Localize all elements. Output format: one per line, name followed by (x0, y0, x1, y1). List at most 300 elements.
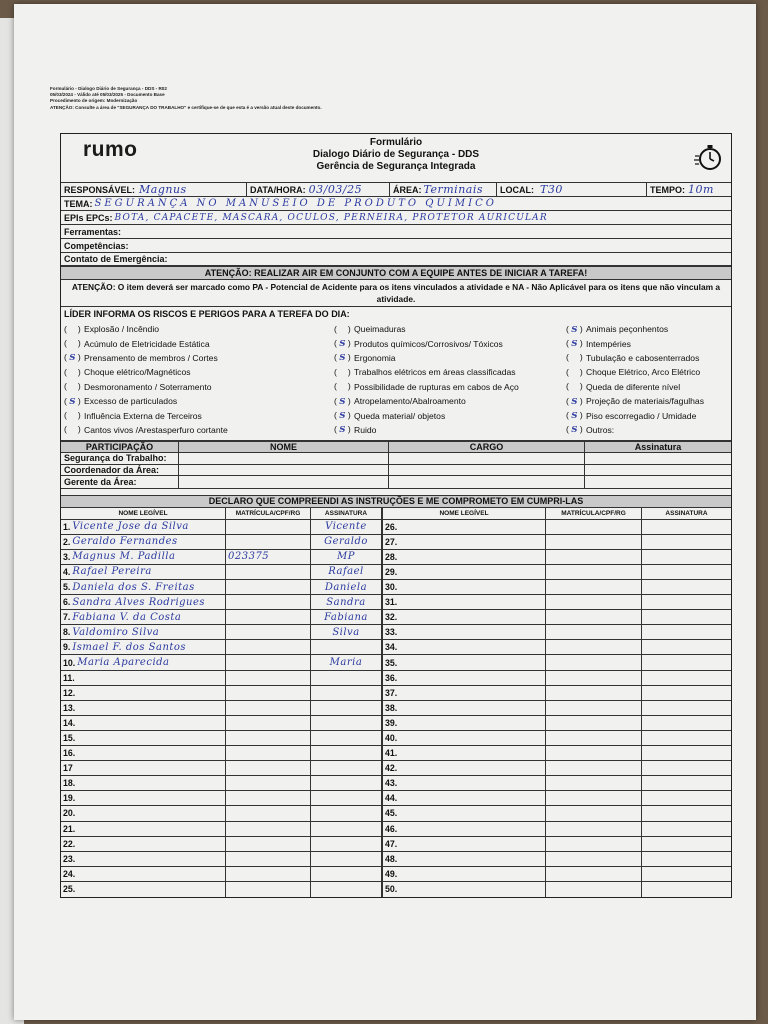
local-field[interactable] (497, 183, 647, 196)
signature-name-field[interactable] (61, 716, 226, 730)
signature-assinatura-field[interactable] (642, 701, 731, 715)
row-number: 23. (63, 853, 76, 864)
row-number: 50. (385, 884, 398, 895)
signature-name-field[interactable] (61, 837, 226, 851)
document-meta (50, 86, 322, 111)
signature-matricula-field[interactable] (226, 580, 311, 594)
signature-name-field[interactable] (383, 701, 546, 715)
risk-checkbox[interactable]: ( ) (566, 352, 583, 363)
risk-mark: S (571, 425, 578, 436)
risk-label: Choque Elétrico, Arco Elétrico (586, 367, 701, 378)
signature-row (61, 791, 381, 806)
signature-matricula-field[interactable] (226, 806, 311, 820)
air-attention-text: ATENÇÃO: REALIZAR AIR EM CONJUNTO COM A EQUIPE ANTES DE INICIAR A TAREFA! (204, 268, 588, 278)
row-number: 43. (385, 778, 398, 789)
signature-row (383, 671, 731, 686)
signature-assinatura-field[interactable] (311, 852, 381, 866)
signature-assinatura-field[interactable] (642, 761, 731, 775)
participation-row (61, 465, 731, 477)
risk-checkbox[interactable]: ( ) (64, 381, 81, 392)
risk-checkbox[interactable]: ( ) (64, 338, 81, 349)
signature-name-field[interactable] (61, 520, 226, 534)
col-assinatura-left: ASSINATURA (324, 509, 368, 517)
signature-name-field[interactable] (383, 550, 546, 564)
row-number: 42. (385, 763, 398, 774)
risk-item[interactable] (566, 365, 728, 379)
signature-matricula-field[interactable] (546, 671, 642, 685)
signature-name-field[interactable] (383, 535, 546, 549)
signature-name-field[interactable] (61, 595, 226, 609)
signature-matricula-field[interactable] (546, 701, 642, 715)
signature-name-field[interactable] (383, 776, 546, 790)
signature-name-field[interactable] (383, 640, 546, 654)
signature-matricula-field[interactable] (226, 640, 311, 654)
risk-item[interactable] (334, 351, 566, 365)
row-number: 32. (385, 612, 398, 623)
signature-name-field[interactable] (61, 671, 226, 685)
signature-name-field[interactable] (383, 520, 546, 534)
risk-checkbox[interactable]: ( ) (334, 323, 351, 334)
risk-mark: S (339, 411, 346, 422)
row-number: 31. (385, 597, 398, 608)
signature-name-field[interactable] (61, 565, 226, 579)
signature-header-left (61, 508, 381, 520)
signature-assinatura-field[interactable] (642, 731, 731, 745)
signature-name-field[interactable] (383, 686, 546, 700)
signature-assinatura-field[interactable] (642, 716, 731, 730)
risk-mark: S (339, 353, 346, 364)
signature-assinatura-field[interactable] (311, 640, 381, 654)
signature-matricula-field[interactable] (546, 520, 642, 534)
signature-matricula-field[interactable] (226, 822, 311, 836)
signature-name-field[interactable] (383, 655, 546, 669)
risk-checkbox[interactable]: ( S ) (64, 352, 81, 364)
risk-checkbox[interactable]: ( S ) (334, 395, 351, 407)
signature-matricula-field[interactable] (546, 806, 642, 820)
signature-assinatura-field[interactable] (311, 686, 381, 700)
risk-checkbox[interactable]: ( ) (334, 366, 351, 377)
row-number: 45. (385, 808, 398, 819)
row-number: 8. (63, 627, 71, 638)
signature-row (61, 640, 381, 655)
risk-checkbox[interactable]: ( S ) (566, 424, 583, 436)
rumo-logo: rumo (83, 138, 138, 161)
risk-item[interactable] (64, 423, 334, 437)
signature-name-field[interactable] (61, 701, 226, 715)
row-number: 29. (385, 566, 398, 577)
risk-item[interactable] (566, 423, 728, 437)
signature-row (383, 625, 731, 640)
title-line: Formulário (369, 137, 423, 148)
risk-item[interactable] (64, 336, 334, 350)
signature-name-field[interactable] (383, 746, 546, 760)
signature-row (383, 640, 731, 655)
signature-assinatura-field[interactable] (311, 791, 381, 805)
signature-name-field[interactable] (383, 580, 546, 594)
signature-assinatura-field[interactable] (642, 806, 731, 820)
participation-nome-field[interactable] (179, 476, 389, 488)
signature-assinatura-field[interactable] (642, 837, 731, 851)
signature-matricula-field[interactable] (226, 867, 311, 881)
tema-field[interactable] (61, 197, 731, 210)
signature-assinatura-field[interactable] (642, 655, 731, 669)
signature-assinatura-field[interactable] (311, 671, 381, 685)
signature-assinatura-field[interactable]: Geraldo (324, 536, 368, 548)
signature-assinatura-field[interactable] (642, 791, 731, 805)
signature-row (383, 731, 731, 746)
row-number: 4. (63, 566, 71, 577)
risk-checkbox[interactable]: ( S ) (566, 323, 583, 335)
signature-name-field[interactable] (61, 640, 226, 654)
signature-assinatura-field[interactable] (311, 882, 381, 897)
signature-matricula-field[interactable] (546, 852, 642, 866)
signature-row (61, 837, 381, 852)
signature-matricula-field[interactable] (546, 550, 642, 564)
signature-matricula-field[interactable] (226, 776, 311, 790)
risk-label: Atropelamento/Abalroamento (354, 396, 466, 407)
declaration-title: DECLARO QUE COMPREENDI AS INSTRUÇÕES E ME COMPROMETO EM CUMPRI-LAS (208, 496, 584, 507)
signature-matricula-field[interactable] (546, 837, 642, 851)
risk-item[interactable] (566, 408, 728, 422)
title-line: Gerência de Segurança Integrada (316, 161, 476, 172)
ferramentas-field[interactable]: Ferramentas: (64, 226, 122, 237)
signature-matricula-field[interactable] (546, 595, 642, 609)
signature-name-field[interactable] (61, 882, 226, 897)
risk-checkbox[interactable]: ( S ) (334, 410, 351, 422)
row-number: 18. (63, 778, 76, 789)
signer-name: Geraldo Fernandes (72, 536, 178, 548)
pa-na-attention-row (61, 280, 731, 307)
signature-name-field[interactable] (61, 746, 226, 760)
signature-row (383, 806, 731, 821)
signature-matricula-field[interactable] (226, 746, 311, 760)
signature-assinatura-field[interactable] (642, 625, 731, 639)
signature-matricula-field[interactable] (546, 882, 642, 897)
signature-name-field[interactable] (383, 565, 546, 579)
risk-item[interactable] (64, 380, 334, 394)
competencias-field[interactable]: Competências: (64, 240, 129, 251)
signature-matricula-field[interactable] (546, 822, 642, 836)
participation-cargo-field[interactable] (389, 453, 585, 464)
signature-assinatura-field[interactable] (311, 806, 381, 820)
signature-name-field[interactable] (383, 837, 546, 851)
risk-checkbox[interactable]: ( ) (566, 366, 583, 377)
signature-assinatura-field[interactable] (642, 640, 731, 654)
signature-matricula-field[interactable] (226, 535, 311, 549)
signature-matricula-field[interactable] (546, 535, 642, 549)
signature-name-field[interactable] (383, 716, 546, 730)
signature-assinatura-field[interactable] (642, 852, 731, 866)
signature-matricula-field[interactable] (226, 882, 311, 897)
risk-mark: S (339, 425, 346, 436)
signature-matricula-field[interactable] (226, 565, 311, 579)
risk-item[interactable] (566, 322, 728, 336)
signature-matricula-field[interactable] (226, 716, 311, 730)
signature-assinatura-field[interactable]: Fabiana (324, 611, 368, 623)
responsavel-field[interactable] (61, 183, 247, 196)
signature-assinatura-field[interactable] (642, 686, 731, 700)
signature-matricula-field[interactable] (226, 761, 311, 775)
participation-assinatura-field[interactable] (585, 476, 731, 488)
signature-assinatura-field[interactable]: Silva (332, 626, 360, 638)
signature-name-field[interactable] (383, 625, 546, 639)
risk-label: Tubulação e cabosenterrados (586, 352, 700, 363)
signature-name-field[interactable] (61, 776, 226, 790)
signature-assinatura-field[interactable] (642, 580, 731, 594)
participation-cargo-field[interactable] (389, 465, 585, 476)
risk-checkbox[interactable]: ( ) (334, 381, 351, 392)
signature-assinatura-field[interactable]: MP (337, 551, 355, 563)
risk-item[interactable] (566, 336, 728, 350)
signature-name-field[interactable] (61, 867, 226, 881)
signature-matricula-field[interactable] (546, 791, 642, 805)
signature-assinatura-field[interactable] (311, 761, 381, 775)
responsavel-value: Magnus (139, 183, 187, 196)
risk-item[interactable] (64, 408, 334, 422)
signature-name-field[interactable] (61, 806, 226, 820)
signature-matricula-field[interactable] (546, 761, 642, 775)
risk-label: Acúmulo de Eletricidade Estática (84, 338, 210, 349)
signature-row (383, 535, 731, 550)
signature-row (383, 565, 731, 580)
risk-checkbox[interactable]: ( ) (64, 323, 81, 334)
signature-matricula-field[interactable] (546, 565, 642, 579)
signature-assinatura-field[interactable]: Daniela (324, 581, 368, 593)
signature-matricula-field[interactable] (546, 640, 642, 654)
signature-assinatura-field[interactable] (311, 867, 381, 881)
signature-name-field[interactable] (383, 761, 546, 775)
risk-item[interactable] (334, 322, 566, 336)
participation-assinatura-field[interactable] (585, 453, 731, 464)
signature-matricula-field[interactable] (226, 595, 311, 609)
signature-assinatura-field[interactable]: Vicente (325, 521, 367, 533)
signature-name-field[interactable] (383, 882, 546, 897)
risks-column-3 (566, 322, 728, 437)
epis-field[interactable] (61, 211, 731, 224)
signature-matricula-field[interactable] (546, 625, 642, 639)
signature-matricula-field[interactable] (546, 776, 642, 790)
signature-matricula-field[interactable] (546, 867, 642, 881)
risk-mark: S (571, 324, 578, 335)
risk-label: Desmoronamento / Soterramento (84, 381, 212, 392)
signature-matricula-field[interactable] (546, 610, 642, 624)
row-number: 11. (63, 672, 75, 683)
signature-name-field[interactable] (61, 655, 226, 669)
risk-item[interactable] (334, 408, 566, 422)
signature-matricula-field[interactable] (226, 701, 311, 715)
area-field[interactable] (390, 183, 497, 196)
risk-checkbox[interactable]: ( S ) (334, 338, 351, 350)
signature-assinatura-field[interactable] (642, 520, 731, 534)
signature-matricula-field[interactable] (226, 852, 311, 866)
signature-name-field[interactable] (61, 761, 226, 775)
risk-label: Cantos vivos /Arestasperfuro cortante (84, 424, 228, 435)
dds-form (60, 133, 732, 898)
signature-assinatura-field[interactable] (311, 731, 381, 745)
signature-matricula-field[interactable] (226, 731, 311, 745)
risk-label: Prensamento de membros / Cortes (84, 352, 218, 363)
risk-checkbox[interactable]: ( S ) (566, 395, 583, 407)
risk-item[interactable] (334, 423, 566, 437)
signature-name-field[interactable] (61, 791, 226, 805)
signature-assinatura-field[interactable] (642, 746, 731, 760)
participation-nome-field[interactable] (179, 453, 389, 464)
signature-matricula-field[interactable] (226, 625, 311, 639)
signature-row (61, 580, 381, 595)
risk-item[interactable] (334, 394, 566, 408)
signer-name: Vicente Jose da Silva (72, 521, 189, 533)
signature-name-field[interactable] (383, 595, 546, 609)
row-number: 46. (385, 823, 398, 834)
signature-assinatura-field[interactable] (642, 882, 731, 897)
signature-assinatura-field[interactable]: Maria (329, 657, 363, 669)
signature-matricula-field[interactable] (226, 671, 311, 685)
signature-matricula-field[interactable] (226, 520, 311, 534)
participation-rows (61, 453, 731, 488)
signature-name-field[interactable] (383, 791, 546, 805)
tema-row (61, 197, 731, 211)
signature-matricula-field[interactable] (546, 716, 642, 730)
tempo-field[interactable] (647, 183, 731, 196)
signature-row (61, 520, 381, 535)
signature-matricula-field[interactable] (226, 686, 311, 700)
risk-label: Trabalhos elétricos em áreas classificadas (354, 367, 516, 378)
tempo-label: TEMPO: (650, 184, 685, 195)
signature-matricula-field[interactable] (546, 731, 642, 745)
risk-checkbox[interactable]: ( ) (64, 366, 81, 377)
signature-matricula-field[interactable] (546, 580, 642, 594)
risk-checkbox[interactable]: ( S ) (334, 424, 351, 436)
signature-name-field[interactable] (383, 867, 546, 881)
signature-matricula-field[interactable] (546, 655, 642, 669)
risk-item[interactable] (64, 394, 334, 408)
signature-row (61, 716, 381, 731)
risk-item[interactable] (334, 336, 566, 350)
signature-assinatura-field[interactable] (311, 716, 381, 730)
row-number: 26. (385, 521, 398, 532)
col-assinatura-right: ASSINATURA (665, 509, 708, 517)
signature-assinatura-field[interactable] (642, 610, 731, 624)
risk-checkbox[interactable]: ( ) (566, 381, 583, 392)
risk-checkbox[interactable]: ( S ) (334, 352, 351, 364)
participation-nome-field[interactable] (179, 465, 389, 476)
signer-name: Rafael Pereira (72, 566, 152, 578)
signature-row (383, 595, 731, 610)
risk-checkbox[interactable]: ( S ) (566, 410, 583, 422)
risk-item[interactable] (334, 380, 566, 394)
risk-item[interactable] (566, 394, 728, 408)
signature-name-field[interactable] (61, 625, 226, 639)
signature-name-field[interactable] (61, 550, 226, 564)
row-number: 16. (63, 748, 76, 759)
signature-assinatura-field[interactable] (311, 822, 381, 836)
risk-checkbox[interactable]: ( S ) (566, 338, 583, 350)
signature-name-field[interactable] (61, 822, 226, 836)
contato-field[interactable]: Contato de Emergência: (64, 254, 168, 264)
signature-name-field[interactable] (383, 731, 546, 745)
signature-matricula-field[interactable]: 023375 (226, 550, 311, 564)
risk-label: Queimaduras (354, 324, 406, 335)
signature-row (61, 550, 381, 565)
signature-assinatura-field[interactable] (642, 822, 731, 836)
signature-assinatura-field[interactable] (642, 565, 731, 579)
row-number: 2. (63, 536, 71, 547)
participation-head: PARTICIPAÇÃO (61, 442, 179, 452)
signature-assinatura-field[interactable] (642, 776, 731, 790)
signature-row (383, 791, 731, 806)
signature-name-field[interactable] (383, 822, 546, 836)
participation-assinatura-field[interactable] (585, 465, 731, 476)
signature-matricula-field[interactable] (546, 686, 642, 700)
risk-item[interactable] (64, 322, 334, 336)
signature-row (383, 580, 731, 595)
signature-assinatura-field[interactable] (311, 776, 381, 790)
row-number: 44. (385, 793, 398, 804)
signature-name-field[interactable] (61, 610, 226, 624)
signature-assinatura-field[interactable] (311, 837, 381, 851)
signature-name-field[interactable] (61, 686, 226, 700)
signature-assinatura-field[interactable] (642, 671, 731, 685)
signature-name-field[interactable] (61, 731, 226, 745)
signature-assinatura-field[interactable] (642, 535, 731, 549)
risk-mark: S (571, 339, 578, 350)
signature-assinatura-field[interactable]: Sandra (326, 596, 366, 608)
row-number: 40. (385, 732, 398, 743)
signature-matricula-field[interactable] (226, 655, 311, 669)
signature-matricula-field[interactable] (226, 791, 311, 805)
signature-matricula-field[interactable] (226, 610, 311, 624)
signature-assinatura-field[interactable] (311, 746, 381, 760)
risk-checkbox[interactable]: ( ) (64, 410, 81, 421)
signature-row (61, 671, 381, 686)
signature-matricula-field[interactable] (226, 837, 311, 851)
row-number: 20. (63, 808, 76, 819)
risk-checkbox[interactable]: ( ) (64, 424, 81, 435)
participation-cargo-field[interactable] (389, 476, 585, 488)
signature-name-field[interactable] (61, 535, 226, 549)
risk-item[interactable] (566, 380, 728, 394)
tema-label: TEMA: (64, 198, 93, 209)
risk-mark: S (69, 353, 76, 364)
signature-name-field[interactable] (61, 580, 226, 594)
risk-label: Queda de diferente nível (586, 381, 681, 392)
signature-table (61, 508, 731, 897)
risk-item[interactable] (334, 365, 566, 379)
form-header (61, 134, 731, 183)
signature-row (61, 746, 381, 761)
signature-name-field[interactable] (383, 806, 546, 820)
risk-item[interactable] (64, 365, 334, 379)
signature-assinatura-field[interactable] (642, 550, 731, 564)
signature-assinatura-field[interactable] (642, 867, 731, 881)
risk-item[interactable] (64, 351, 334, 365)
signature-name-field[interactable] (61, 852, 226, 866)
risk-checkbox[interactable]: ( S ) (64, 395, 81, 407)
area-label: ÁREA: (393, 184, 422, 195)
participation-role: Gerente da Área: (61, 476, 179, 488)
signature-name-field[interactable] (383, 610, 546, 624)
signature-assinatura-field[interactable] (642, 595, 731, 609)
signature-assinatura-field[interactable] (311, 701, 381, 715)
risk-item[interactable] (566, 351, 728, 365)
datahora-field[interactable] (247, 183, 390, 196)
signature-matricula-field[interactable] (546, 746, 642, 760)
row-number: 14. (63, 717, 76, 728)
signature-name-field[interactable] (383, 671, 546, 685)
signature-name-field[interactable] (383, 852, 546, 866)
signature-assinatura-field[interactable]: Rafael (328, 566, 364, 578)
signature-row (383, 746, 731, 761)
